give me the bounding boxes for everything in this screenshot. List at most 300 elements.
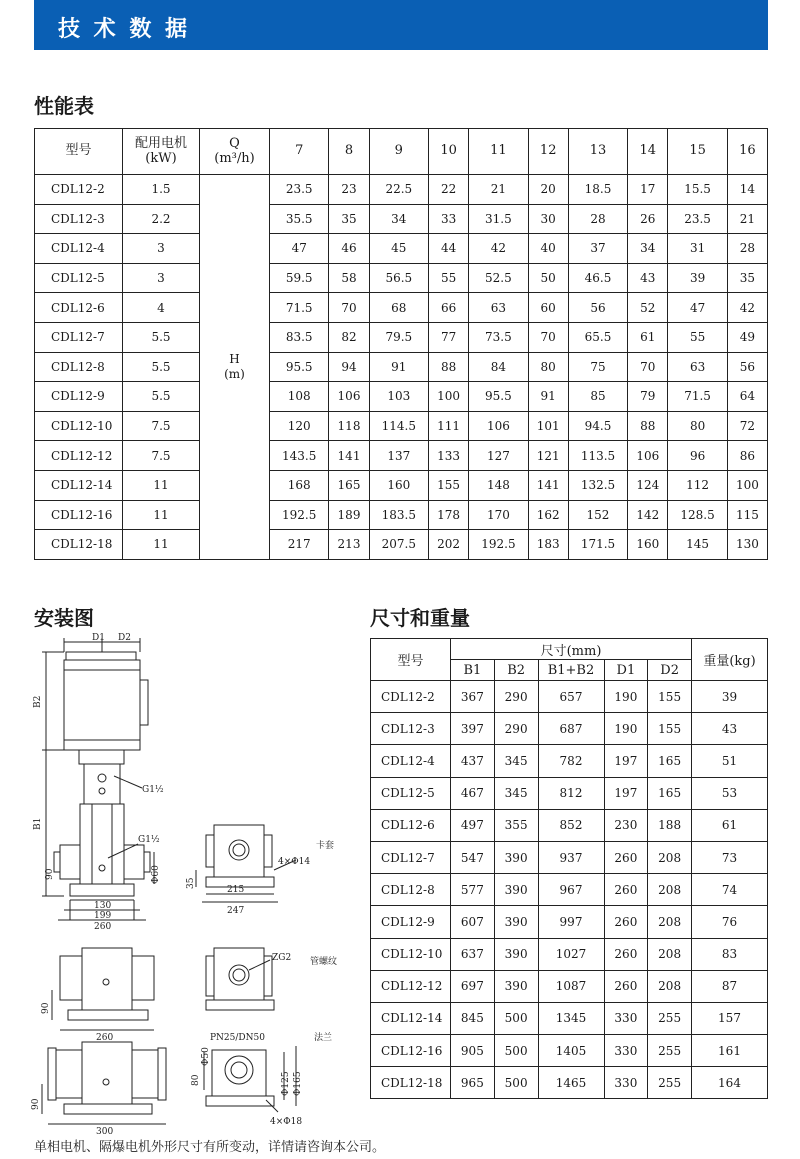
head-value-cell: 55 (668, 322, 727, 352)
dim-label: Φ165 (293, 1071, 303, 1096)
table-row (371, 938, 768, 970)
model-cell: CDL12-9 (35, 382, 123, 412)
table-row (35, 530, 768, 560)
table-row (35, 500, 768, 530)
model-cell: CDL12-8 (35, 352, 123, 382)
model-cell: CDL12-12 (371, 970, 451, 1002)
head-value-cell: 46 (329, 234, 369, 264)
motor-cell: 2.2 (123, 204, 200, 234)
size-value-cell: 330 (604, 1035, 648, 1067)
model-cell: CDL12-4 (371, 745, 451, 777)
head-value-cell: 192.5 (469, 530, 528, 560)
dim-label: B2 (33, 695, 43, 708)
hole-label: 4×Φ18 (270, 1117, 303, 1127)
dim-label: 90 (45, 868, 55, 880)
motor-cell: 5.5 (123, 322, 200, 352)
table-row (35, 204, 768, 234)
table-row (35, 322, 768, 352)
head-value-cell: 26 (628, 204, 668, 234)
head-value-cell: 127 (469, 441, 528, 471)
head-value-cell: 106 (329, 382, 369, 412)
motor-cell: 1.5 (123, 175, 200, 205)
size-value-cell: 260 (604, 938, 648, 970)
size-value-cell: 905 (451, 1035, 495, 1067)
head-value-cell: 120 (270, 411, 329, 441)
size-value-cell: 1087 (538, 970, 604, 1002)
head-value-cell: 88 (628, 411, 668, 441)
performance-title: 性能表 (34, 94, 94, 118)
table-row (35, 470, 768, 500)
table-row (35, 441, 768, 471)
size-value-cell: 390 (494, 906, 538, 938)
head-value-cell: 22.5 (369, 175, 428, 205)
dims-title: 尺寸和重量 (370, 606, 470, 630)
flow-header: Q (m³/h) (200, 129, 270, 175)
dim-label: 215 (227, 885, 245, 895)
port-label: ZG2 (272, 953, 292, 963)
head-value-cell: 118 (329, 411, 369, 441)
table-row (371, 874, 768, 906)
size-value-cell: 1405 (538, 1035, 604, 1067)
table-row (35, 352, 768, 382)
head-value-cell: 130 (727, 530, 767, 560)
dim-label: D1 (92, 633, 105, 643)
head-value-cell: 35 (329, 204, 369, 234)
weight-cell: 74 (692, 874, 768, 906)
size-value-cell: 500 (494, 1002, 538, 1034)
size-value-cell: 390 (494, 938, 538, 970)
head-value-cell: 128.5 (668, 500, 727, 530)
head-value-cell: 56.5 (369, 263, 428, 293)
head-value-cell: 63 (469, 293, 528, 323)
size-value-cell: 697 (451, 970, 495, 1002)
size-value-cell: 208 (648, 841, 692, 873)
size-value-cell: 290 (494, 713, 538, 745)
size-value-cell: 845 (451, 1002, 495, 1034)
table-row (35, 293, 768, 323)
size-value-cell: 500 (494, 1067, 538, 1099)
head-value-cell: 43 (628, 263, 668, 293)
flow-col-header: 15 (668, 129, 727, 175)
head-value-cell: 79 (628, 382, 668, 412)
model-cell: CDL12-18 (371, 1067, 451, 1099)
head-value-cell: 100 (727, 470, 767, 500)
size-value-cell: 577 (451, 874, 495, 906)
head-value-cell: 168 (270, 470, 329, 500)
head-value-cell: 18.5 (568, 175, 627, 205)
head-value-cell: 94.5 (568, 411, 627, 441)
head-value-cell: 143.5 (270, 441, 329, 471)
head-value-cell: 91 (369, 352, 428, 382)
motor-cell: 3 (123, 234, 200, 264)
model-cell: CDL12-4 (35, 234, 123, 264)
flow-col-header: 8 (329, 129, 369, 175)
head-value-cell: 70 (628, 352, 668, 382)
motor-cell: 4 (123, 293, 200, 323)
weight-cell: 157 (692, 1002, 768, 1034)
dim-label: 260 (94, 922, 112, 932)
head-value-cell: 95.5 (469, 382, 528, 412)
head-value-cell: 17 (628, 175, 668, 205)
banner-title: 技 术 数 据 (58, 17, 190, 42)
head-value-cell: 141 (528, 470, 568, 500)
head-value-cell: 73.5 (469, 322, 528, 352)
size-value-cell: 345 (494, 745, 538, 777)
model-cell: CDL12-5 (371, 777, 451, 809)
weight-cell: 83 (692, 938, 768, 970)
head-value-cell: 56 (727, 352, 767, 382)
head-value-cell: 133 (429, 441, 469, 471)
head-value-cell: 145 (668, 530, 727, 560)
flow-col-header: 13 (568, 129, 627, 175)
head-value-cell: 213 (329, 530, 369, 560)
size-value-cell: 208 (648, 906, 692, 938)
performance-table (34, 128, 768, 560)
size-value-cell: 197 (604, 777, 648, 809)
head-value-cell: 101 (528, 411, 568, 441)
head-value-cell: 132.5 (568, 470, 627, 500)
head-value-cell: 44 (429, 234, 469, 264)
head-value-cell: 171.5 (568, 530, 627, 560)
head-value-cell: 59.5 (270, 263, 329, 293)
size-value-cell: 208 (648, 970, 692, 1002)
size-value-cell: 390 (494, 841, 538, 873)
head-value-cell: 115 (727, 500, 767, 530)
weight-cell: 43 (692, 713, 768, 745)
dim-label: 247 (227, 906, 245, 916)
motor-cell: 5.5 (123, 382, 200, 412)
size-value-cell: 260 (604, 970, 648, 1002)
head-value-cell: 66 (429, 293, 469, 323)
head-value-cell: 170 (469, 500, 528, 530)
head-value-cell: 155 (429, 470, 469, 500)
head-value-cell: 28 (727, 234, 767, 264)
head-value-cell: 22 (429, 175, 469, 205)
head-value-cell: 88 (429, 352, 469, 382)
table-row (35, 382, 768, 412)
flow-col-header: 12 (528, 129, 568, 175)
head-value-cell: 35 (727, 263, 767, 293)
motor-cell: 11 (123, 500, 200, 530)
head-value-cell: 217 (270, 530, 329, 560)
table-row (371, 906, 768, 938)
model-cell: CDL12-9 (371, 906, 451, 938)
size-value-cell: 1465 (538, 1067, 604, 1099)
connection-note: 法兰 (314, 1033, 333, 1043)
dim-label: 80 (191, 1074, 201, 1086)
head-value-cell: 42 (727, 293, 767, 323)
head-value-cell: 96 (668, 441, 727, 471)
head-value-cell: 137 (369, 441, 428, 471)
dim-label: 35 (186, 877, 196, 889)
head-value-cell: 183 (528, 530, 568, 560)
size-value-cell: 812 (538, 777, 604, 809)
size-value-cell: 255 (648, 1002, 692, 1034)
size-value-cell: 330 (604, 1002, 648, 1034)
size-value-cell: 467 (451, 777, 495, 809)
size-value-cell: 607 (451, 906, 495, 938)
head-value-cell: 52 (628, 293, 668, 323)
size-value-cell: 165 (648, 745, 692, 777)
head-value-cell: 178 (429, 500, 469, 530)
head-value-cell: 42 (469, 234, 528, 264)
dim-label: B1 (33, 817, 43, 830)
size-value-cell: 260 (604, 906, 648, 938)
head-value-cell: 79.5 (369, 322, 428, 352)
table-row (371, 841, 768, 873)
model-cell: CDL12-2 (35, 175, 123, 205)
head-value-cell: 183.5 (369, 500, 428, 530)
head-value-cell: 100 (429, 382, 469, 412)
head-value-cell: 34 (369, 204, 428, 234)
head-value-cell: 33 (429, 204, 469, 234)
model-cell: CDL12-18 (35, 530, 123, 560)
head-value-cell: 91 (528, 382, 568, 412)
head-value-cell: 60 (528, 293, 568, 323)
model-cell: CDL12-10 (371, 938, 451, 970)
model-cell: CDL12-6 (371, 809, 451, 841)
head-value-cell: 30 (528, 204, 568, 234)
hole-label: 4×Φ14 (278, 857, 311, 867)
header-banner (34, 0, 768, 50)
head-value-cell: 71.5 (270, 293, 329, 323)
size-value-cell: 967 (538, 874, 604, 906)
size-value-cell: 155 (648, 681, 692, 713)
head-value-cell: 113.5 (568, 441, 627, 471)
size-value-cell: 500 (494, 1035, 538, 1067)
size-value-cell: 190 (604, 681, 648, 713)
dim-label: Φ125 (281, 1071, 291, 1096)
size-value-cell: 165 (648, 777, 692, 809)
head-value-cell: 82 (329, 322, 369, 352)
head-value-cell: 192.5 (270, 500, 329, 530)
installation-drawing (31, 630, 364, 1137)
weight-cell: 53 (692, 777, 768, 809)
size-col-header: B1 (451, 660, 495, 681)
weight-cell: 61 (692, 809, 768, 841)
dim-label: 90 (31, 1098, 41, 1110)
head-value-cell: 106 (628, 441, 668, 471)
table-row (371, 713, 768, 745)
size-value-cell: 687 (538, 713, 604, 745)
head-value-cell: 14 (727, 175, 767, 205)
head-value-cell: 39 (668, 263, 727, 293)
size-value-cell: 397 (451, 713, 495, 745)
dimensions-table (370, 638, 768, 1099)
head-value-cell: 85 (568, 382, 627, 412)
table-row (35, 175, 768, 205)
head-unit-cell: H (m) (200, 175, 270, 560)
model-cell: CDL12-3 (371, 713, 451, 745)
head-value-cell: 160 (369, 470, 428, 500)
head-value-cell: 84 (469, 352, 528, 382)
flow-col-header: 14 (628, 129, 668, 175)
size-value-cell: 197 (604, 745, 648, 777)
dim-label: Φ60 (151, 865, 161, 884)
motor-cell: 5.5 (123, 352, 200, 382)
dim-label: 300 (96, 1127, 114, 1137)
model-header: 型号 (371, 639, 451, 681)
head-value-cell: 68 (369, 293, 428, 323)
model-cell: CDL12-3 (35, 204, 123, 234)
head-value-cell: 23.5 (270, 175, 329, 205)
flange-label: PN25/DN50 (210, 1033, 265, 1043)
size-value-cell: 345 (494, 777, 538, 809)
head-value-cell: 142 (628, 500, 668, 530)
table-row (35, 411, 768, 441)
model-cell: CDL12-8 (371, 874, 451, 906)
head-value-cell: 71.5 (668, 382, 727, 412)
size-value-cell: 260 (604, 874, 648, 906)
head-value-cell: 160 (628, 530, 668, 560)
head-value-cell: 121 (528, 441, 568, 471)
weight-header: 重量(kg) (692, 639, 768, 681)
size-value-cell: 637 (451, 938, 495, 970)
weight-cell: 87 (692, 970, 768, 1002)
dim-label: 130 (94, 901, 112, 911)
head-value-cell: 114.5 (369, 411, 428, 441)
head-value-cell: 46.5 (568, 263, 627, 293)
head-value-cell: 70 (528, 322, 568, 352)
head-value-cell: 47 (668, 293, 727, 323)
table-row (371, 1035, 768, 1067)
size-value-cell: 208 (648, 938, 692, 970)
size-value-cell: 852 (538, 809, 604, 841)
head-value-cell: 21 (727, 204, 767, 234)
head-value-cell: 23 (329, 175, 369, 205)
head-value-cell: 83.5 (270, 322, 329, 352)
connection-note: 卡套 (316, 841, 335, 851)
size-value-cell: 188 (648, 809, 692, 841)
head-value-cell: 47 (270, 234, 329, 264)
weight-cell: 164 (692, 1067, 768, 1099)
head-value-cell: 45 (369, 234, 428, 264)
size-value-cell: 437 (451, 745, 495, 777)
install-title: 安装图 (34, 606, 94, 630)
weight-cell: 51 (692, 745, 768, 777)
size-value-cell: 330 (604, 1067, 648, 1099)
head-value-cell: 112 (668, 470, 727, 500)
head-value-cell: 58 (329, 263, 369, 293)
performance-header-row (35, 129, 768, 175)
table-row (371, 970, 768, 1002)
table-row (35, 263, 768, 293)
head-value-cell: 75 (568, 352, 627, 382)
connection-note: 管螺纹 (310, 957, 338, 967)
model-cell: CDL12-16 (35, 500, 123, 530)
head-value-cell: 52.5 (469, 263, 528, 293)
table-row (371, 777, 768, 809)
head-value-cell: 72 (727, 411, 767, 441)
size-value-cell: 260 (604, 841, 648, 873)
size-value-cell: 190 (604, 713, 648, 745)
head-value-cell: 55 (429, 263, 469, 293)
size-value-cell: 390 (494, 970, 538, 1002)
flow-col-header: 10 (429, 129, 469, 175)
size-header: 尺寸(mm) (451, 639, 692, 660)
motor-header: 配用电机 (kW) (123, 129, 200, 175)
head-value-cell: 141 (329, 441, 369, 471)
model-cell: CDL12-14 (371, 1002, 451, 1034)
head-value-cell: 49 (727, 322, 767, 352)
size-value-cell: 208 (648, 874, 692, 906)
dim-label: 90 (41, 1002, 51, 1014)
motor-cell: 7.5 (123, 411, 200, 441)
size-value-cell: 997 (538, 906, 604, 938)
size-value-cell: 1027 (538, 938, 604, 970)
footnote: 单相电机、隔爆电机外形尺寸有所变动，详情请咨询本公司。 (34, 1140, 386, 1155)
flow-col-header: 11 (469, 129, 528, 175)
head-value-cell: 108 (270, 382, 329, 412)
size-value-cell: 657 (538, 681, 604, 713)
table-row (371, 1002, 768, 1034)
motor-cell: 11 (123, 470, 200, 500)
model-cell: CDL12-2 (371, 681, 451, 713)
size-col-header: D2 (648, 660, 692, 681)
size-value-cell: 255 (648, 1067, 692, 1099)
motor-cell: 7.5 (123, 441, 200, 471)
table-row (371, 681, 768, 713)
head-value-cell: 65.5 (568, 322, 627, 352)
model-header: 型号 (35, 129, 123, 175)
head-value-cell: 15.5 (668, 175, 727, 205)
head-value-cell: 162 (528, 500, 568, 530)
table-row (35, 234, 768, 264)
motor-cell: 11 (123, 530, 200, 560)
weight-cell: 76 (692, 906, 768, 938)
flow-col-header: 9 (369, 129, 428, 175)
model-cell: CDL12-12 (35, 441, 123, 471)
model-cell: CDL12-10 (35, 411, 123, 441)
size-value-cell: 390 (494, 874, 538, 906)
head-value-cell: 207.5 (369, 530, 428, 560)
size-value-cell: 230 (604, 809, 648, 841)
model-cell: CDL12-16 (371, 1035, 451, 1067)
size-col-header: B1+B2 (538, 660, 604, 681)
head-value-cell: 165 (329, 470, 369, 500)
model-cell: CDL12-7 (35, 322, 123, 352)
table-row (371, 809, 768, 841)
head-value-cell: 77 (429, 322, 469, 352)
size-value-cell: 290 (494, 681, 538, 713)
head-value-cell: 50 (528, 263, 568, 293)
head-value-cell: 80 (528, 352, 568, 382)
size-value-cell: 547 (451, 841, 495, 873)
head-value-cell: 28 (568, 204, 627, 234)
head-value-cell: 189 (329, 500, 369, 530)
size-value-cell: 155 (648, 713, 692, 745)
model-cell: CDL12-5 (35, 263, 123, 293)
head-value-cell: 103 (369, 382, 428, 412)
head-value-cell: 40 (528, 234, 568, 264)
size-value-cell: 782 (538, 745, 604, 777)
head-value-cell: 94 (329, 352, 369, 382)
size-value-cell: 255 (648, 1035, 692, 1067)
head-value-cell: 35.5 (270, 204, 329, 234)
weight-cell: 161 (692, 1035, 768, 1067)
motor-cell: 3 (123, 263, 200, 293)
weight-cell: 39 (692, 681, 768, 713)
head-value-cell: 37 (568, 234, 627, 264)
dim-label: Φ50 (201, 1047, 211, 1066)
model-cell: CDL12-6 (35, 293, 123, 323)
port-label: G1½ (142, 785, 164, 795)
head-value-cell: 21 (469, 175, 528, 205)
head-value-cell: 148 (469, 470, 528, 500)
weight-cell: 73 (692, 841, 768, 873)
head-value-cell: 124 (628, 470, 668, 500)
head-value-cell: 20 (528, 175, 568, 205)
